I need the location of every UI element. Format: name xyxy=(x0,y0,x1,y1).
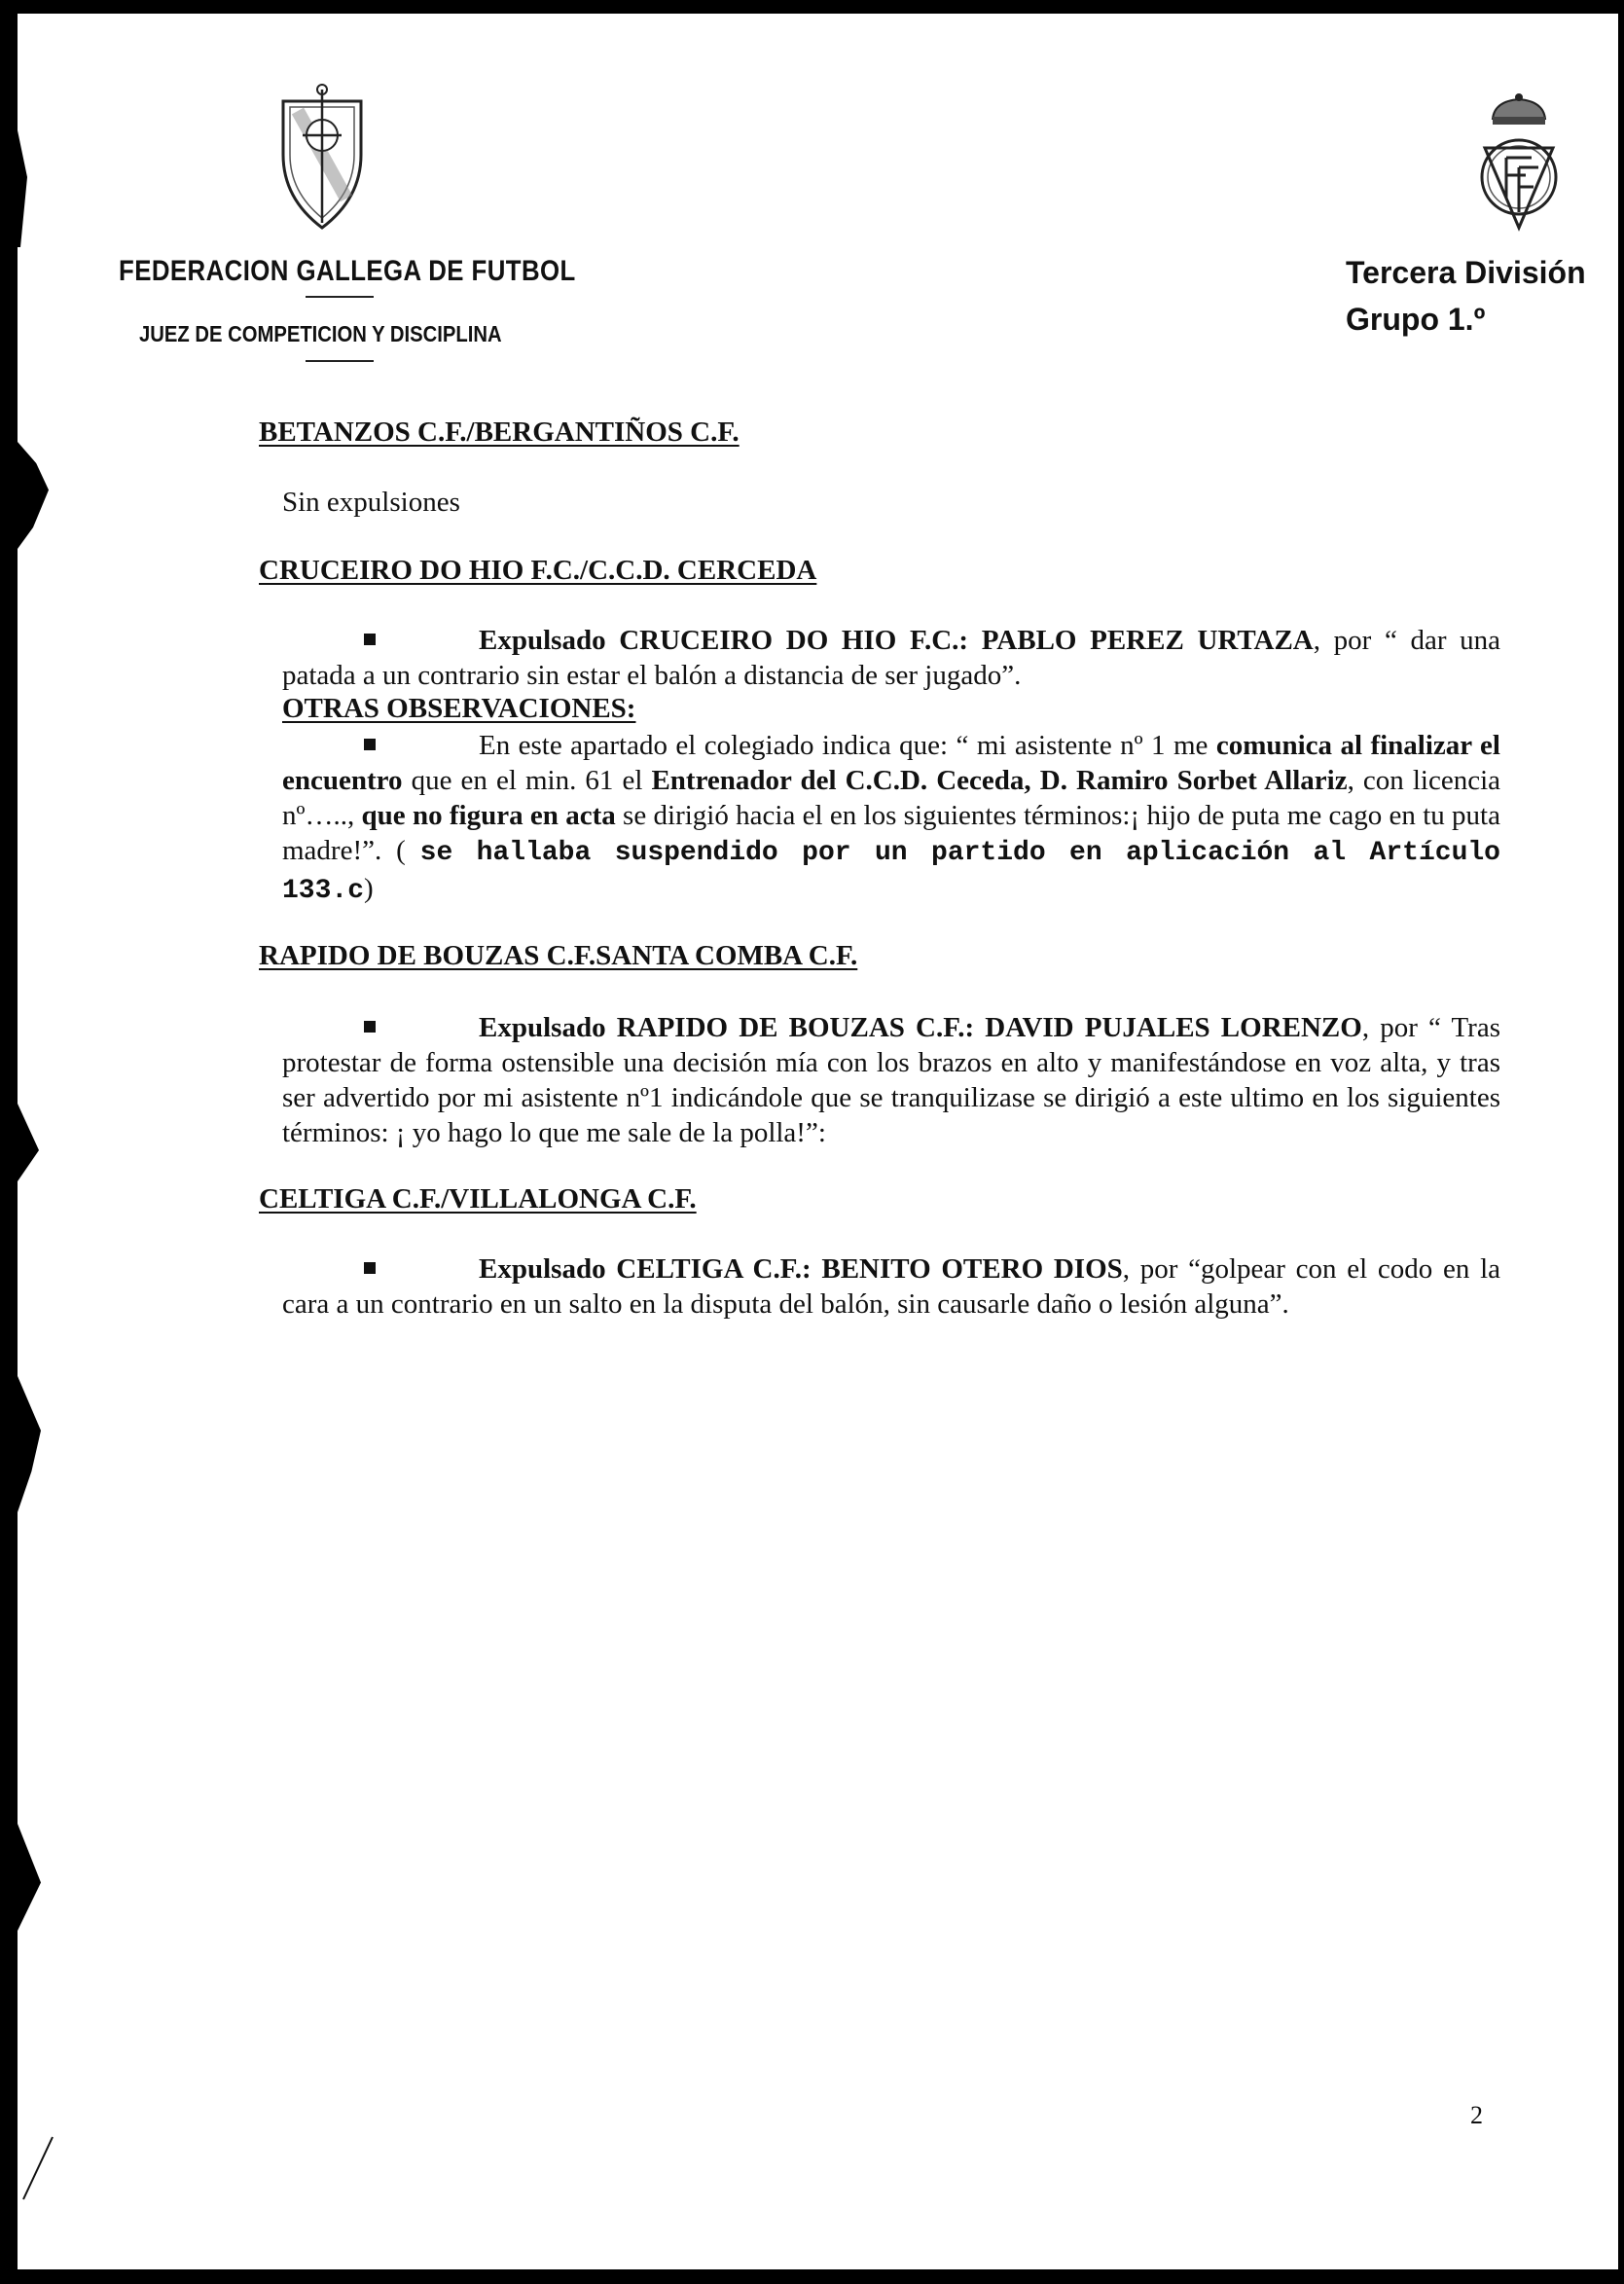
group-label: Grupo 1.º xyxy=(1346,302,1486,337)
observation-paragraph xyxy=(282,728,1500,909)
divider xyxy=(306,296,374,298)
expulsion-text: , por “ Tras protestar de forma ostensible una decisión mía con los brazos en alto y manifestándose en voz alta, y tras ser advertido por mi asistente nº1 indicándole que se tranquilizase se dirigió a este ultimo en los siguientes términos: ¡ yo hago lo que me sale de la polla!”: xyxy=(282,1012,1501,1148)
obs-bold: D. Ramiro Sorbet Allariz xyxy=(1039,765,1348,796)
bullet-icon xyxy=(364,1262,376,1274)
match-title: CRUCEIRO DO HIO F.C./C.C.D. CERCEDA xyxy=(259,555,817,586)
expulsion-lead: Expulsado CRUCEIRO DO HIO F.C.: PABLO PEREZ URTAZA xyxy=(479,625,1314,656)
match-title: RAPIDO DE BOUZAS C.F.SANTA COMBA C.F. xyxy=(259,940,858,971)
torn-edge xyxy=(18,1824,41,1931)
stray-mark xyxy=(18,2135,56,2203)
observations-title: OTRAS OBSERVACIONES: xyxy=(282,693,636,724)
expulsion-lead: Expulsado CELTIGA C.F.: BENITO OTERO DIOS xyxy=(479,1253,1123,1285)
torn-edge xyxy=(18,1376,41,1512)
obs-text: que en el min. 61 el xyxy=(402,765,652,796)
expulsion-paragraph xyxy=(282,1251,1500,1322)
division-label: Tercera División xyxy=(1346,255,1586,290)
expulsion-paragraph xyxy=(282,623,1500,693)
obs-text: En este apartado el colegiado indica que: “ mi asistente nº 1 me xyxy=(479,730,1216,761)
torn-edge xyxy=(18,442,49,549)
federation-name: FEDERACION GALLEGA DE FUTBOL xyxy=(119,255,576,287)
expulsion-lead: Expulsado RAPIDO DE BOUZAS C.F.: DAVID PUJALES LORENZO xyxy=(479,1012,1362,1043)
bullet-icon xyxy=(364,634,376,645)
obs-mono-text: se hallaba suspendido por un partido en aplicación al Artículo 133.c xyxy=(282,838,1500,906)
match-note: Sin expulsiones xyxy=(282,487,460,518)
obs-bold: que no figura en acta xyxy=(361,800,616,831)
bullet-icon xyxy=(364,1021,376,1033)
torn-edge xyxy=(18,1104,39,1181)
committee-name: JUEZ DE COMPETICION Y DISCIPLINA xyxy=(139,321,502,346)
obs-text xyxy=(1031,765,1040,796)
match-title: CELTIGA C.F./VILLALONGA C.F. xyxy=(259,1183,697,1215)
federation-shield-logo xyxy=(278,82,366,237)
obs-bold: comunica al finalizar el encuentro xyxy=(282,730,1500,796)
obs-text: ) xyxy=(364,873,374,904)
divider xyxy=(306,360,374,362)
expulsion-text: , por “golpear con el codo en la cara a un contrario en un salto en la disputa del balón, sin causarle daño o lesión alguna”. xyxy=(282,1253,1500,1320)
match-title: BETANZOS C.F./BERGANTIÑOS C.F. xyxy=(259,417,740,448)
obs-text: se dirigió hacia el en los siguientes términos:¡ hijo de puta me cago en tu puta madre!”. ( xyxy=(282,800,1500,866)
obs-bold: Entrenador del C.C.D. Ceceda, xyxy=(651,765,1031,796)
expulsion-text: , por “ dar una patada a un contrario sin estar el balón a distancia de ser jugado”. xyxy=(282,625,1500,691)
rfef-crest-logo xyxy=(1475,91,1563,237)
obs-text: , con licencia nº….., xyxy=(282,765,1501,831)
bullet-icon xyxy=(364,739,376,750)
page-number: 2 xyxy=(1470,2101,1483,2129)
expulsion-paragraph xyxy=(282,1010,1500,1150)
torn-edge xyxy=(18,130,27,247)
document-page xyxy=(18,14,1618,2269)
